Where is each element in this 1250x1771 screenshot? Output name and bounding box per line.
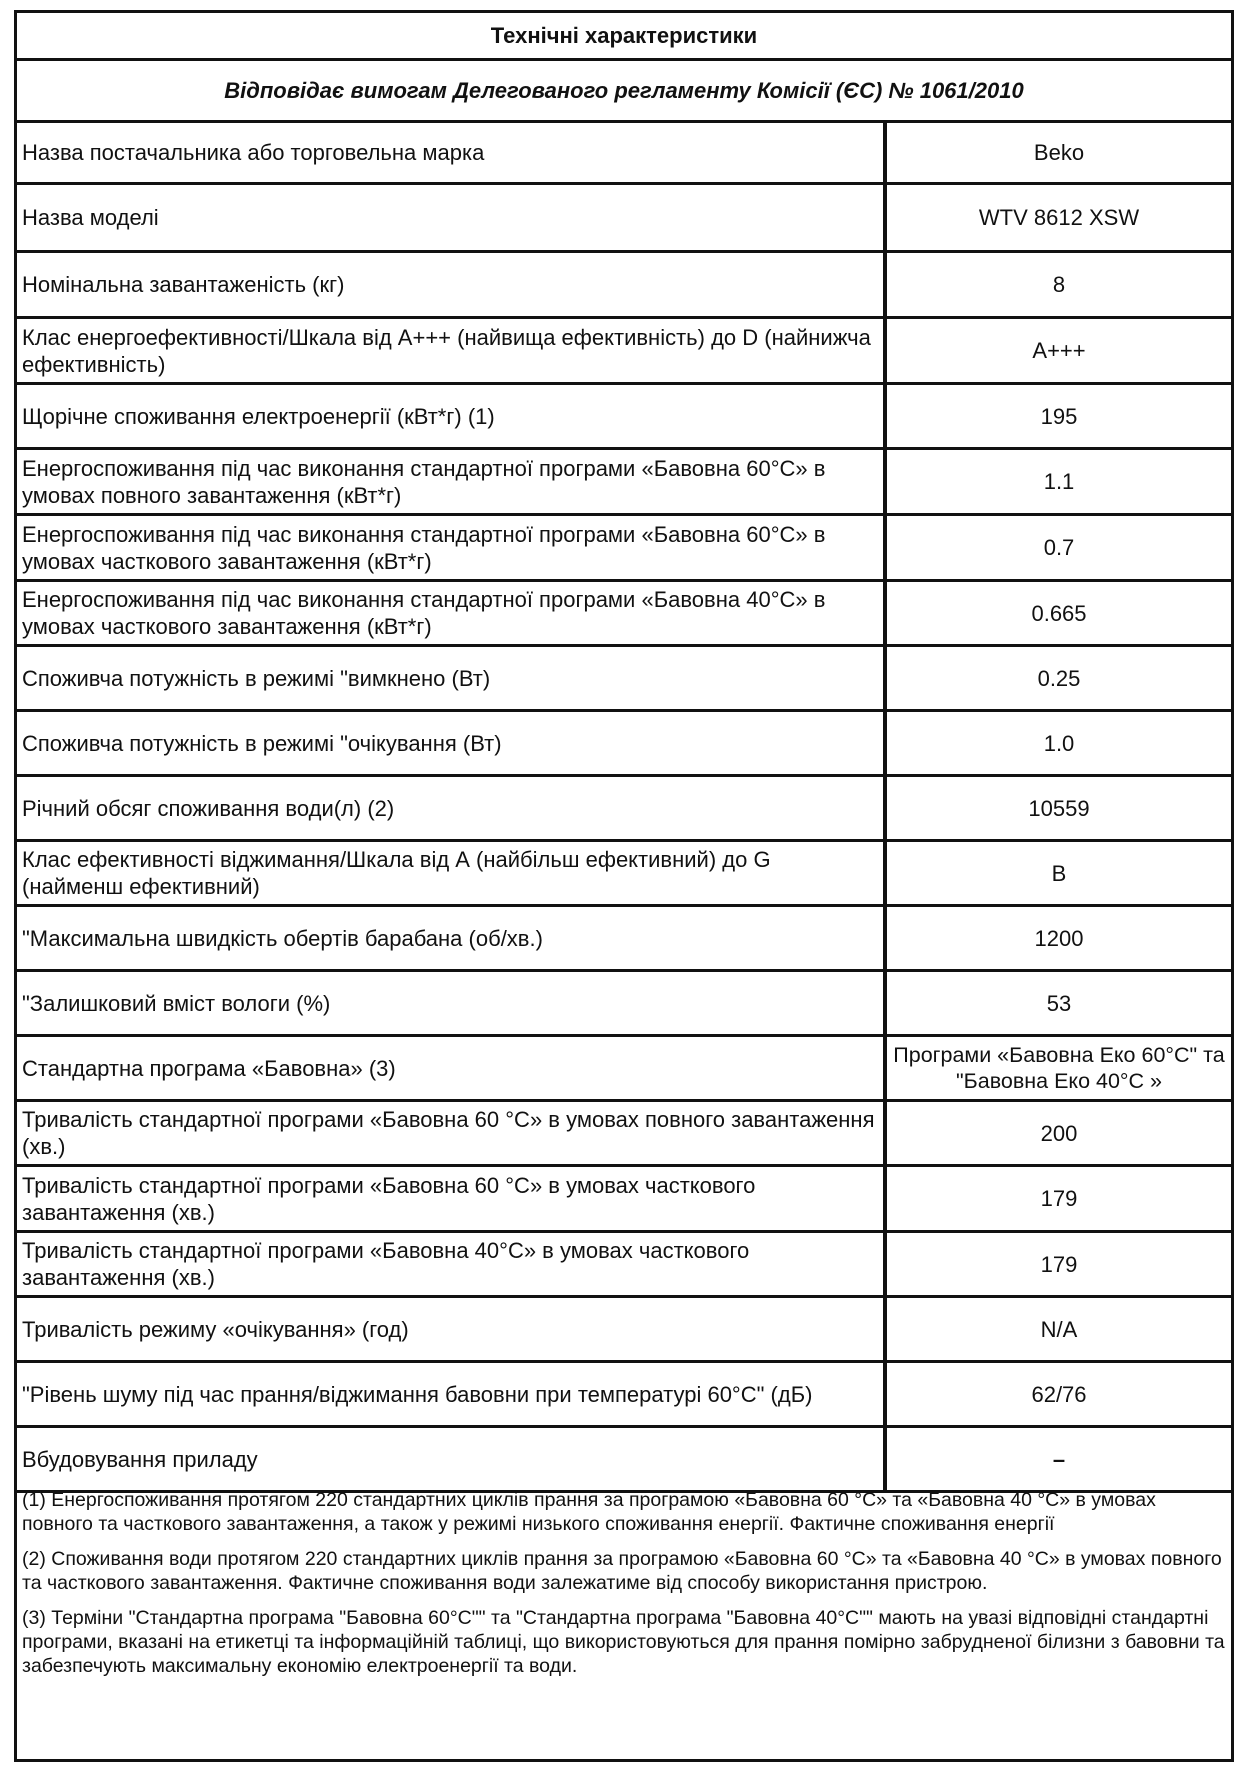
spec-label: Тривалість стандартної програми «Бавовна 60 °С» в умовах часткового завантаження (хв.)	[17, 1167, 887, 1230]
spec-value: 0.7	[1043, 535, 1075, 560]
table-row	[17, 1167, 1231, 1233]
footnote-1: (1) Енергоспоживання протягом 220 стандартних циклів прання за програмою «Бавовна 60 °С» та «Бавовна 40 °С» в умовах повного та часткового завантаження, а також у режимі низького споживання енергії. Фактичне споживання енергії	[22, 1489, 1156, 1535]
spec-label: Тривалість режиму «очікування» (год)	[17, 1298, 887, 1360]
footnote-2: (2) Споживання води протягом 220 стандартних циклів прання за програмою «Бавовна 60 °С» та «Бавовна 40 °С» в умовах повного та часткового завантаження. Фактичне споживання води залежатиме від способу використання пристрою.	[22, 1548, 1222, 1594]
spec-label: Споживча потужність в режимі "вимкнено (Вт)	[17, 647, 887, 709]
footnotes	[17, 1480, 1231, 1759]
table-row	[17, 123, 1231, 185]
table-row	[17, 253, 1231, 319]
table-row	[17, 1233, 1231, 1298]
table-row	[17, 1037, 1231, 1102]
spec-value: 1200	[1034, 925, 1084, 951]
table-row	[17, 842, 1231, 907]
spec-value: B	[1051, 860, 1067, 886]
spec-label: Клас енергоефективності/Шкала від А+++ (найвища ефективність) до D (найнижча ефективність)	[17, 319, 887, 382]
spec-label: Споживча потужність в режимі "очікування (Вт)	[17, 712, 887, 774]
spec-label: Клас ефективності віджимання/Шкала від А (найбільш ефективний) до G (найменш ефективний)	[17, 842, 887, 904]
spec-label: Річний обсяг споживання води(л) (2)	[17, 777, 887, 839]
spec-value: 195	[1040, 403, 1078, 429]
spec-label: Назва моделі	[17, 185, 887, 250]
table-row	[17, 972, 1231, 1037]
table-row	[17, 582, 1231, 647]
table-row	[17, 712, 1231, 777]
spec-value: Програми «Бавовна Еко 60°С" та "Бавовна Еко 40°С »	[893, 1043, 1225, 1093]
spec-label: Енергоспоживання під час виконання стандартної програми «Бавовна 60°С» в умовах повного завантаження (кВт*г)	[17, 450, 887, 513]
spec-value: 1.0	[1043, 730, 1075, 756]
spec-value: WTV 8612 XSW	[978, 205, 1140, 230]
spec-value: A+++	[1032, 338, 1086, 363]
spec-label: Енергоспоживання під час виконання стандартної програми «Бавовна 40°С» в умовах часткового завантаження (кВт*г)	[17, 582, 887, 644]
table-row	[17, 319, 1231, 385]
table-row	[17, 450, 1231, 516]
table-row	[17, 1363, 1231, 1428]
sheet-title: Технічні характеристики	[17, 13, 1231, 61]
table-row	[17, 516, 1231, 582]
table-row	[17, 777, 1231, 842]
table-row	[17, 185, 1231, 253]
spec-value: 1.1	[1043, 469, 1075, 494]
table-row	[17, 647, 1231, 712]
spec-sheet	[14, 10, 1234, 1762]
table-row	[17, 1102, 1231, 1167]
table-row	[17, 907, 1231, 972]
spec-label: Стандартна програма «Бавовна» (3)	[17, 1037, 887, 1099]
spec-label: Назва постачальника або торговельна марка	[17, 123, 887, 182]
spec-label: Номінальна завантаженість (кг)	[17, 253, 887, 316]
regulation-subtitle: Відповідає вимогам Делегованого регламенту Комісії (ЄС) № 1061/2010	[17, 61, 1231, 123]
spec-label: Щорічне споживання електроенергії (кВт*г) (1)	[17, 385, 887, 447]
spec-value: 179	[1040, 1251, 1078, 1277]
spec-value: 10559	[1028, 795, 1090, 821]
spec-value: 0.25	[1037, 665, 1081, 691]
spec-value: 0.665	[1031, 600, 1087, 626]
spec-value: 200	[1040, 1120, 1078, 1146]
table-row	[17, 385, 1231, 450]
spec-label: "Максимальна швидкість обертів барабана (об/хв.)	[17, 907, 887, 969]
spec-value: 62/76	[1031, 1381, 1087, 1407]
spec-label: Тривалість стандартної програми «Бавовна 40°С» в умовах часткового завантаження (хв.)	[17, 1233, 887, 1295]
footnote-3: (3) Терміни "Стандартна програма "Бавовна 60°С"" та "Стандартна програма "Бавовна 40°С"" мають на увазі відповідні стандартні програми, вказані на етикетці та інформаційній таблиці, що використовуються для прання помірно забрудненої білизни з бавовни та забезпечують максимальну економію електроенергії та води.	[22, 1607, 1225, 1677]
spec-value: –	[1052, 1446, 1066, 1472]
spec-value: 179	[1040, 1186, 1078, 1211]
spec-label: "Рівень шуму під час прання/віджимання бавовни при температурі 60°С" (дБ)	[17, 1363, 887, 1425]
spec-table	[17, 123, 1231, 1493]
spec-value: N/A	[1040, 1316, 1078, 1342]
spec-label: Тривалість стандартної програми «Бавовна 60 °С» в умовах повного завантаження (хв.)	[17, 1102, 887, 1164]
spec-label: Енергоспоживання під час виконання стандартної програми «Бавовна 60°С» в умовах часткового завантаження (кВт*г)	[17, 516, 887, 579]
spec-value: 8	[1052, 272, 1066, 297]
spec-value: 53	[1046, 990, 1072, 1016]
table-row	[17, 1298, 1231, 1363]
spec-label: Вбудовування приладу	[17, 1428, 887, 1490]
spec-label: "Залишковий вміст вологи (%)	[17, 972, 887, 1034]
spec-value: Beko	[1033, 140, 1085, 165]
